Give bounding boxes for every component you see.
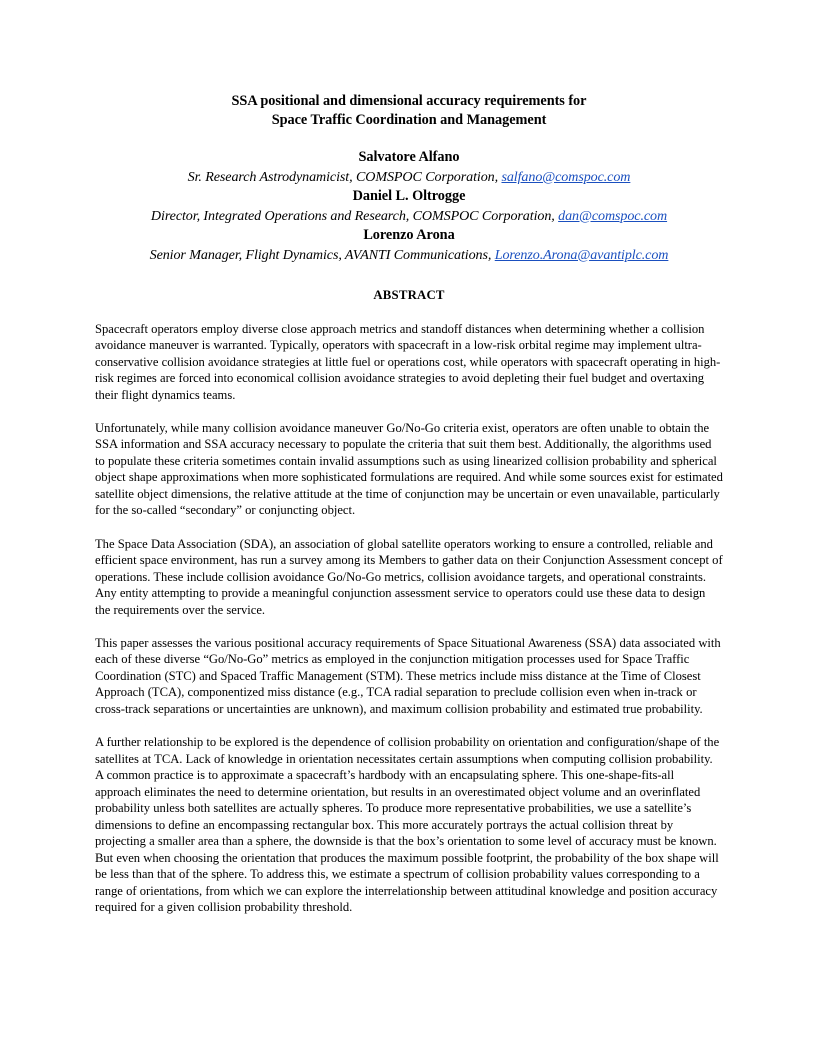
author-affiliation-text-3: Senior Manager, Flight Dynamics, AVANTI Communications,	[149, 246, 495, 263]
paper-title	[95, 92, 723, 130]
abstract-paragraph-2: Unfortunately, while many collision avoidance maneuver Go/No-Go criteria exist, operators are often unable to obtain the SSA information and SSA accuracy necessary to populate the criteria that suit them best. Additionally, the algorithms used to populate these criteria sometimes contain invalid assumptions such as using linearized collision probability and spherical object shape approximations when more sophisticated formulations are required. And while some sources exist for estimated satellite object dimensions, the relative attitude at the time of conjunction may be uncertain or even unavailable, particularly for the so-called “secondary” or conjuncting object.	[95, 420, 723, 518]
abstract-paragraph-4: This paper assesses the various positional accuracy requirements of Space Situational Awareness (SSA) data associated with each of these diverse “Go/No-Go” metrics as employed in the conjunction mitigation processes used for Space Traffic Coordination (STC) and Spaced Traffic Management (STM). These metrics include miss distance at the Time of Closest Approach (TCA), componentized miss distance (e.g., TCA radial separation to preclude collision even when in-track or cross-track separations or uncertainties are unknown), and maximum collision probability and estimated true probability.	[95, 635, 721, 716]
author-affiliation-text-1: Sr. Research Astrodynamicist, COMSPOC Corporation,	[187, 168, 502, 185]
author-name-1: Salvatore Alfano	[358, 149, 460, 165]
abstract-body	[95, 321, 723, 917]
author-email-link-2[interactable]: dan@comspoc.com	[558, 207, 668, 224]
author-affiliation-text-2: Director, Integrated Operations and Research, COMSPOC Corporation,	[150, 207, 559, 224]
author-name-3: Lorenzo Arona	[363, 227, 455, 243]
author-block	[95, 148, 723, 265]
abstract-heading: ABSTRACT	[373, 288, 445, 302]
author-affiliation-3	[95, 246, 723, 266]
abstract-paragraph-1: Spacecraft operators employ diverse close approach metrics and standoff distances when determining whether a collision avoidance maneuver is warranted. Typically, operators with spacecraft in a low-risk orbital regime may implement ultra-conservative collision avoidance strategies at little fuel or operations cost, while operators with spacecraft operating in high-risk regimes are forced into economical collision avoidance strategies to avoid depleting their fuel budget and overtaxing their flight dynamics teams.	[95, 321, 721, 402]
paper-title-line-2: Space Traffic Coordination and Management	[271, 112, 547, 128]
abstract-paragraph-5: A further relationship to be explored is the dependence of collision probability on orientation and configuration/shape of the satellites at TCA. Lack of knowledge in orientation necessitates certain assumptions when computing collision probability. A common practice is to approximate a spacecraft’s hardbody with an encapsulating sphere. This one-shape-fits-all approach eliminates the need to determine orientation, but results in an overestimated object volume and an overinflated probability unless both satellites are actually spheres. To produce more representative probabilities, we use a satellite’s dimensions to define an encompassing rectangular box. This more accurately portrays the actual collision threat by projecting a smaller area than a sphere, the downside is that the box’s orientation to some level of accuracy must be known. But even when choosing the orientation that produces the maximum possible footprint, the probability of the box shape will be less than that of the sphere. To address this, we estimate a spectrum of collision probability values corresponding to a range of orientations, from which we can explore the interrelationship between attitudinal knowledge and position accuracy required for a given collision probability threshold.	[95, 734, 720, 915]
author-affiliation-1	[95, 168, 723, 188]
author-email-link-3[interactable]: Lorenzo.Arona@avantiplc.com	[494, 246, 669, 263]
document-content	[95, 92, 723, 916]
author-name-2: Daniel L. Oltrogge	[352, 188, 466, 204]
author-email-link-1[interactable]: salfano@comspoc.com	[501, 168, 631, 185]
abstract-paragraph-3: The Space Data Association (SDA), an association of global satellite operators working to ensure a controlled, reliable and efficient space environment, has run a survey among its Members to gather data on their Conjunction Assessment concept of operations. These include collision avoidance Go/No-Go metrics, collision avoidance targets, and operational constraints. Any entity attempting to provide a meaningful conjunction assessment service to operators could use these data to design the requirements over the service.	[95, 536, 723, 617]
paper-title-line-1: SSA positional and dimensional accuracy requirements for	[231, 93, 587, 109]
author-affiliation-2	[95, 207, 723, 227]
